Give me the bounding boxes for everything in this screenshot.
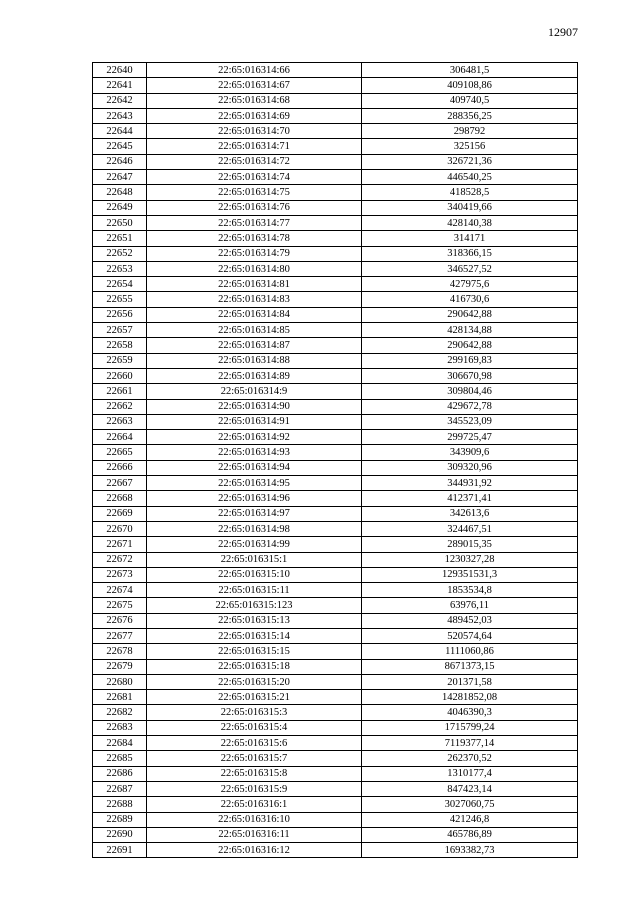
row-number-cell: 22649 xyxy=(93,200,147,215)
row-number-cell: 22644 xyxy=(93,124,147,139)
row-number-cell: 22676 xyxy=(93,613,147,628)
cadastral-value-cell: 465786,89 xyxy=(362,827,578,842)
cadastral-number-cell: 22:65:016314:77 xyxy=(147,215,362,230)
cadastral-number-cell: 22:65:016316:11 xyxy=(147,827,362,842)
table-row xyxy=(93,797,578,812)
cadastral-number-cell: 22:65:016314:89 xyxy=(147,368,362,383)
row-number-cell: 22670 xyxy=(93,521,147,536)
row-number-cell: 22662 xyxy=(93,399,147,414)
cadastral-value-cell: 262370,52 xyxy=(362,751,578,766)
cadastral-number-cell: 22:65:016315:123 xyxy=(147,598,362,613)
cadastral-value-cell: 3027060,75 xyxy=(362,797,578,812)
row-number-cell: 22642 xyxy=(93,93,147,108)
row-number-cell: 22687 xyxy=(93,781,147,796)
cadastral-number-cell: 22:65:016316:1 xyxy=(147,797,362,812)
cadastral-value-cell: 8671373,15 xyxy=(362,659,578,674)
row-number-cell: 22675 xyxy=(93,598,147,613)
cadastral-value-cell: 418528,5 xyxy=(362,185,578,200)
table-row xyxy=(93,261,578,276)
table-row xyxy=(93,674,578,689)
cadastral-number-cell: 22:65:016315:20 xyxy=(147,674,362,689)
cadastral-value-cell: 1310177,4 xyxy=(362,766,578,781)
table-row xyxy=(93,567,578,582)
table-row xyxy=(93,751,578,766)
cadastral-number-cell: 22:65:016315:14 xyxy=(147,628,362,643)
cadastral-number-cell: 22:65:016314:81 xyxy=(147,277,362,292)
cadastral-number-cell: 22:65:016314:95 xyxy=(147,476,362,491)
row-number-cell: 22660 xyxy=(93,368,147,383)
table-row xyxy=(93,139,578,154)
table-row xyxy=(93,200,578,215)
cadastral-number-cell: 22:65:016315:6 xyxy=(147,736,362,751)
cadastral-number-cell: 22:65:016314:94 xyxy=(147,460,362,475)
row-number-cell: 22680 xyxy=(93,674,147,689)
table-row xyxy=(93,705,578,720)
cadastral-value-cell: 201371,58 xyxy=(362,674,578,689)
cadastral-number-cell: 22:65:016314:98 xyxy=(147,521,362,536)
table-row xyxy=(93,384,578,399)
cadastral-number-cell: 22:65:016316:10 xyxy=(147,812,362,827)
table-row xyxy=(93,460,578,475)
cadastral-number-cell: 22:65:016314:93 xyxy=(147,445,362,460)
cadastral-value-cell: 318366,15 xyxy=(362,246,578,261)
table-row xyxy=(93,338,578,353)
cadastral-number-cell: 22:65:016314:91 xyxy=(147,414,362,429)
table-row xyxy=(93,368,578,383)
table-row xyxy=(93,78,578,93)
table-row xyxy=(93,185,578,200)
cadastral-value-cell: 306670,98 xyxy=(362,368,578,383)
cadastral-number-cell: 22:65:016314:84 xyxy=(147,307,362,322)
table-row xyxy=(93,170,578,185)
cadastral-value-cell: 309320,96 xyxy=(362,460,578,475)
cadastral-number-cell: 22:65:016315:13 xyxy=(147,613,362,628)
cadastral-number-cell: 22:65:016314:72 xyxy=(147,154,362,169)
cadastral-value-cell: 7119377,14 xyxy=(362,736,578,751)
cadastral-number-cell: 22:65:016315:11 xyxy=(147,583,362,598)
table-row xyxy=(93,93,578,108)
cadastral-value-cell: 489452,03 xyxy=(362,613,578,628)
row-number-cell: 22664 xyxy=(93,430,147,445)
cadastral-value-cell: 314171 xyxy=(362,231,578,246)
table-row xyxy=(93,827,578,842)
table-row xyxy=(93,659,578,674)
cadastral-number-cell: 22:65:016314:71 xyxy=(147,139,362,154)
row-number-cell: 22671 xyxy=(93,537,147,552)
row-number-cell: 22691 xyxy=(93,843,147,858)
cadastral-value-cell: 4046390,3 xyxy=(362,705,578,720)
cadastral-number-cell: 22:65:016315:21 xyxy=(147,690,362,705)
row-number-cell: 22673 xyxy=(93,567,147,582)
row-number-cell: 22668 xyxy=(93,491,147,506)
row-number-cell: 22653 xyxy=(93,261,147,276)
cadastral-number-cell: 22:65:016316:12 xyxy=(147,843,362,858)
cadastral-value-cell: 299725,47 xyxy=(362,430,578,445)
table-row xyxy=(93,644,578,659)
row-number-cell: 22674 xyxy=(93,583,147,598)
cadastral-value-cell: 1693382,73 xyxy=(362,843,578,858)
cadastral-number-cell: 22:65:016314:76 xyxy=(147,200,362,215)
cadastral-value-cell: 409108,86 xyxy=(362,78,578,93)
cadastral-value-cell: 847423,14 xyxy=(362,781,578,796)
table-row xyxy=(93,506,578,521)
cadastral-number-cell: 22:65:016314:79 xyxy=(147,246,362,261)
cadastral-value-cell: 428140,38 xyxy=(362,215,578,230)
cadastral-value-cell: 289015,35 xyxy=(362,537,578,552)
cadastral-number-cell: 22:65:016314:68 xyxy=(147,93,362,108)
cadastral-number-cell: 22:65:016314:97 xyxy=(147,506,362,521)
cadastral-value-cell: 1715799,24 xyxy=(362,720,578,735)
cadastral-number-cell: 22:65:016314:80 xyxy=(147,261,362,276)
cadastral-value-cell: 1230327,28 xyxy=(362,552,578,567)
cadastral-number-cell: 22:65:016314:66 xyxy=(147,63,362,78)
table-row xyxy=(93,690,578,705)
row-number-cell: 22656 xyxy=(93,307,147,322)
cadastral-number-cell: 22:65:016315:1 xyxy=(147,552,362,567)
cadastral-number-cell: 22:65:016314:85 xyxy=(147,323,362,338)
row-number-cell: 22640 xyxy=(93,63,147,78)
row-number-cell: 22652 xyxy=(93,246,147,261)
table-row xyxy=(93,154,578,169)
cadastral-number-cell: 22:65:016315:8 xyxy=(147,766,362,781)
cadastral-value-cell: 324467,51 xyxy=(362,521,578,536)
row-number-cell: 22646 xyxy=(93,154,147,169)
cadastral-value-cell: 421246,8 xyxy=(362,812,578,827)
row-number-cell: 22663 xyxy=(93,414,147,429)
cadastral-value-cell: 346527,52 xyxy=(362,261,578,276)
table-row xyxy=(93,781,578,796)
cadastral-number-cell: 22:65:016315:9 xyxy=(147,781,362,796)
table-row xyxy=(93,414,578,429)
cadastral-value-cell: 340419,66 xyxy=(362,200,578,215)
cadastral-value-cell: 345523,09 xyxy=(362,414,578,429)
row-number-cell: 22657 xyxy=(93,323,147,338)
row-number-cell: 22647 xyxy=(93,170,147,185)
table-row xyxy=(93,430,578,445)
cadastral-number-cell: 22:65:016314:87 xyxy=(147,338,362,353)
cadastral-value-cell: 416730,6 xyxy=(362,292,578,307)
table-row xyxy=(93,307,578,322)
cadastral-value-cell: 290642,88 xyxy=(362,307,578,322)
table-row xyxy=(93,353,578,368)
cadastral-number-cell: 22:65:016314:78 xyxy=(147,231,362,246)
row-number-cell: 22679 xyxy=(93,659,147,674)
row-number-cell: 22659 xyxy=(93,353,147,368)
cadastral-number-cell: 22:65:016314:75 xyxy=(147,185,362,200)
cadastral-value-cell: 326721,36 xyxy=(362,154,578,169)
table-row xyxy=(93,598,578,613)
row-number-cell: 22651 xyxy=(93,231,147,246)
cadastral-value-cell: 429672,78 xyxy=(362,399,578,414)
row-number-cell: 22672 xyxy=(93,552,147,567)
table-body xyxy=(93,63,578,858)
cadastral-number-cell: 22:65:016314:70 xyxy=(147,124,362,139)
table-row xyxy=(93,736,578,751)
table-row xyxy=(93,628,578,643)
cadastral-value-cell: 342613,6 xyxy=(362,506,578,521)
row-number-cell: 22645 xyxy=(93,139,147,154)
cadastral-value-cell: 427975,6 xyxy=(362,277,578,292)
cadastral-value-cell: 325156 xyxy=(362,139,578,154)
table-row xyxy=(93,292,578,307)
cadastral-value-cell: 288356,25 xyxy=(362,108,578,123)
row-number-cell: 22677 xyxy=(93,628,147,643)
cadastral-value-cell: 14281852,08 xyxy=(362,690,578,705)
table-row xyxy=(93,277,578,292)
row-number-cell: 22678 xyxy=(93,644,147,659)
row-number-cell: 22666 xyxy=(93,460,147,475)
table-row xyxy=(93,124,578,139)
cadastral-number-cell: 22:65:016315:4 xyxy=(147,720,362,735)
cadastral-number-cell: 22:65:016314:67 xyxy=(147,78,362,93)
cadastral-number-cell: 22:65:016315:10 xyxy=(147,567,362,582)
cadastral-value-cell: 309804,46 xyxy=(362,384,578,399)
cadastral-value-cell: 63976,11 xyxy=(362,598,578,613)
cadastral-number-cell: 22:65:016315:18 xyxy=(147,659,362,674)
cadastral-number-cell: 22:65:016315:15 xyxy=(147,644,362,659)
cadastral-number-cell: 22:65:016314:9 xyxy=(147,384,362,399)
cadastral-value-cell: 344931,92 xyxy=(362,476,578,491)
cadastral-value-cell: 298792 xyxy=(362,124,578,139)
row-number-cell: 22648 xyxy=(93,185,147,200)
table-row xyxy=(93,323,578,338)
row-number-cell: 22686 xyxy=(93,766,147,781)
table-row xyxy=(93,766,578,781)
cadastral-value-cell: 129351531,3 xyxy=(362,567,578,582)
row-number-cell: 22688 xyxy=(93,797,147,812)
cadastral-value-cell: 306481,5 xyxy=(362,63,578,78)
table-row xyxy=(93,63,578,78)
cadastral-number-cell: 22:65:016314:99 xyxy=(147,537,362,552)
table-row xyxy=(93,246,578,261)
row-number-cell: 22650 xyxy=(93,215,147,230)
row-number-cell: 22661 xyxy=(93,384,147,399)
row-number-cell: 22682 xyxy=(93,705,147,720)
table-row xyxy=(93,720,578,735)
cadastral-value-cell: 1853534,8 xyxy=(362,583,578,598)
cadastral-value-cell: 409740,5 xyxy=(362,93,578,108)
cadastral-value-cell: 1111060,86 xyxy=(362,644,578,659)
table-row xyxy=(93,537,578,552)
row-number-cell: 22658 xyxy=(93,338,147,353)
cadastral-value-cell: 290642,88 xyxy=(362,338,578,353)
table-row xyxy=(93,399,578,414)
cadastral-number-cell: 22:65:016315:3 xyxy=(147,705,362,720)
cadastral-number-cell: 22:65:016314:74 xyxy=(147,170,362,185)
cadastral-number-cell: 22:65:016314:88 xyxy=(147,353,362,368)
row-number-cell: 22643 xyxy=(93,108,147,123)
table-row xyxy=(93,812,578,827)
cadastral-number-cell: 22:65:016314:90 xyxy=(147,399,362,414)
table-row xyxy=(93,108,578,123)
row-number-cell: 22681 xyxy=(93,690,147,705)
table-row xyxy=(93,552,578,567)
cadastral-value-cell: 446540,25 xyxy=(362,170,578,185)
cadastral-value-cell: 343909,6 xyxy=(362,445,578,460)
row-number-cell: 22690 xyxy=(93,827,147,842)
cadastral-value-table xyxy=(92,62,578,858)
cadastral-number-cell: 22:65:016314:69 xyxy=(147,108,362,123)
cadastral-number-cell: 22:65:016314:83 xyxy=(147,292,362,307)
row-number-cell: 22684 xyxy=(93,736,147,751)
row-number-cell: 22641 xyxy=(93,78,147,93)
row-number-cell: 22667 xyxy=(93,476,147,491)
cadastral-number-cell: 22:65:016314:92 xyxy=(147,430,362,445)
table-row xyxy=(93,613,578,628)
cadastral-value-cell: 428134,88 xyxy=(362,323,578,338)
table-row xyxy=(93,215,578,230)
table-row xyxy=(93,445,578,460)
row-number-cell: 22669 xyxy=(93,506,147,521)
row-number-cell: 22655 xyxy=(93,292,147,307)
cadastral-value-cell: 520574,64 xyxy=(362,628,578,643)
cadastral-number-cell: 22:65:016314:96 xyxy=(147,491,362,506)
row-number-cell: 22683 xyxy=(93,720,147,735)
page-number: 12907 xyxy=(548,25,578,39)
table-row xyxy=(93,476,578,491)
table-row xyxy=(93,583,578,598)
cadastral-value-cell: 412371,41 xyxy=(362,491,578,506)
row-number-cell: 22685 xyxy=(93,751,147,766)
cadastral-value-cell: 299169,83 xyxy=(362,353,578,368)
table-row xyxy=(93,491,578,506)
row-number-cell: 22654 xyxy=(93,277,147,292)
row-number-cell: 22665 xyxy=(93,445,147,460)
row-number-cell: 22689 xyxy=(93,812,147,827)
table-row xyxy=(93,231,578,246)
table-row xyxy=(93,843,578,858)
table-row xyxy=(93,521,578,536)
cadastral-number-cell: 22:65:016315:7 xyxy=(147,751,362,766)
